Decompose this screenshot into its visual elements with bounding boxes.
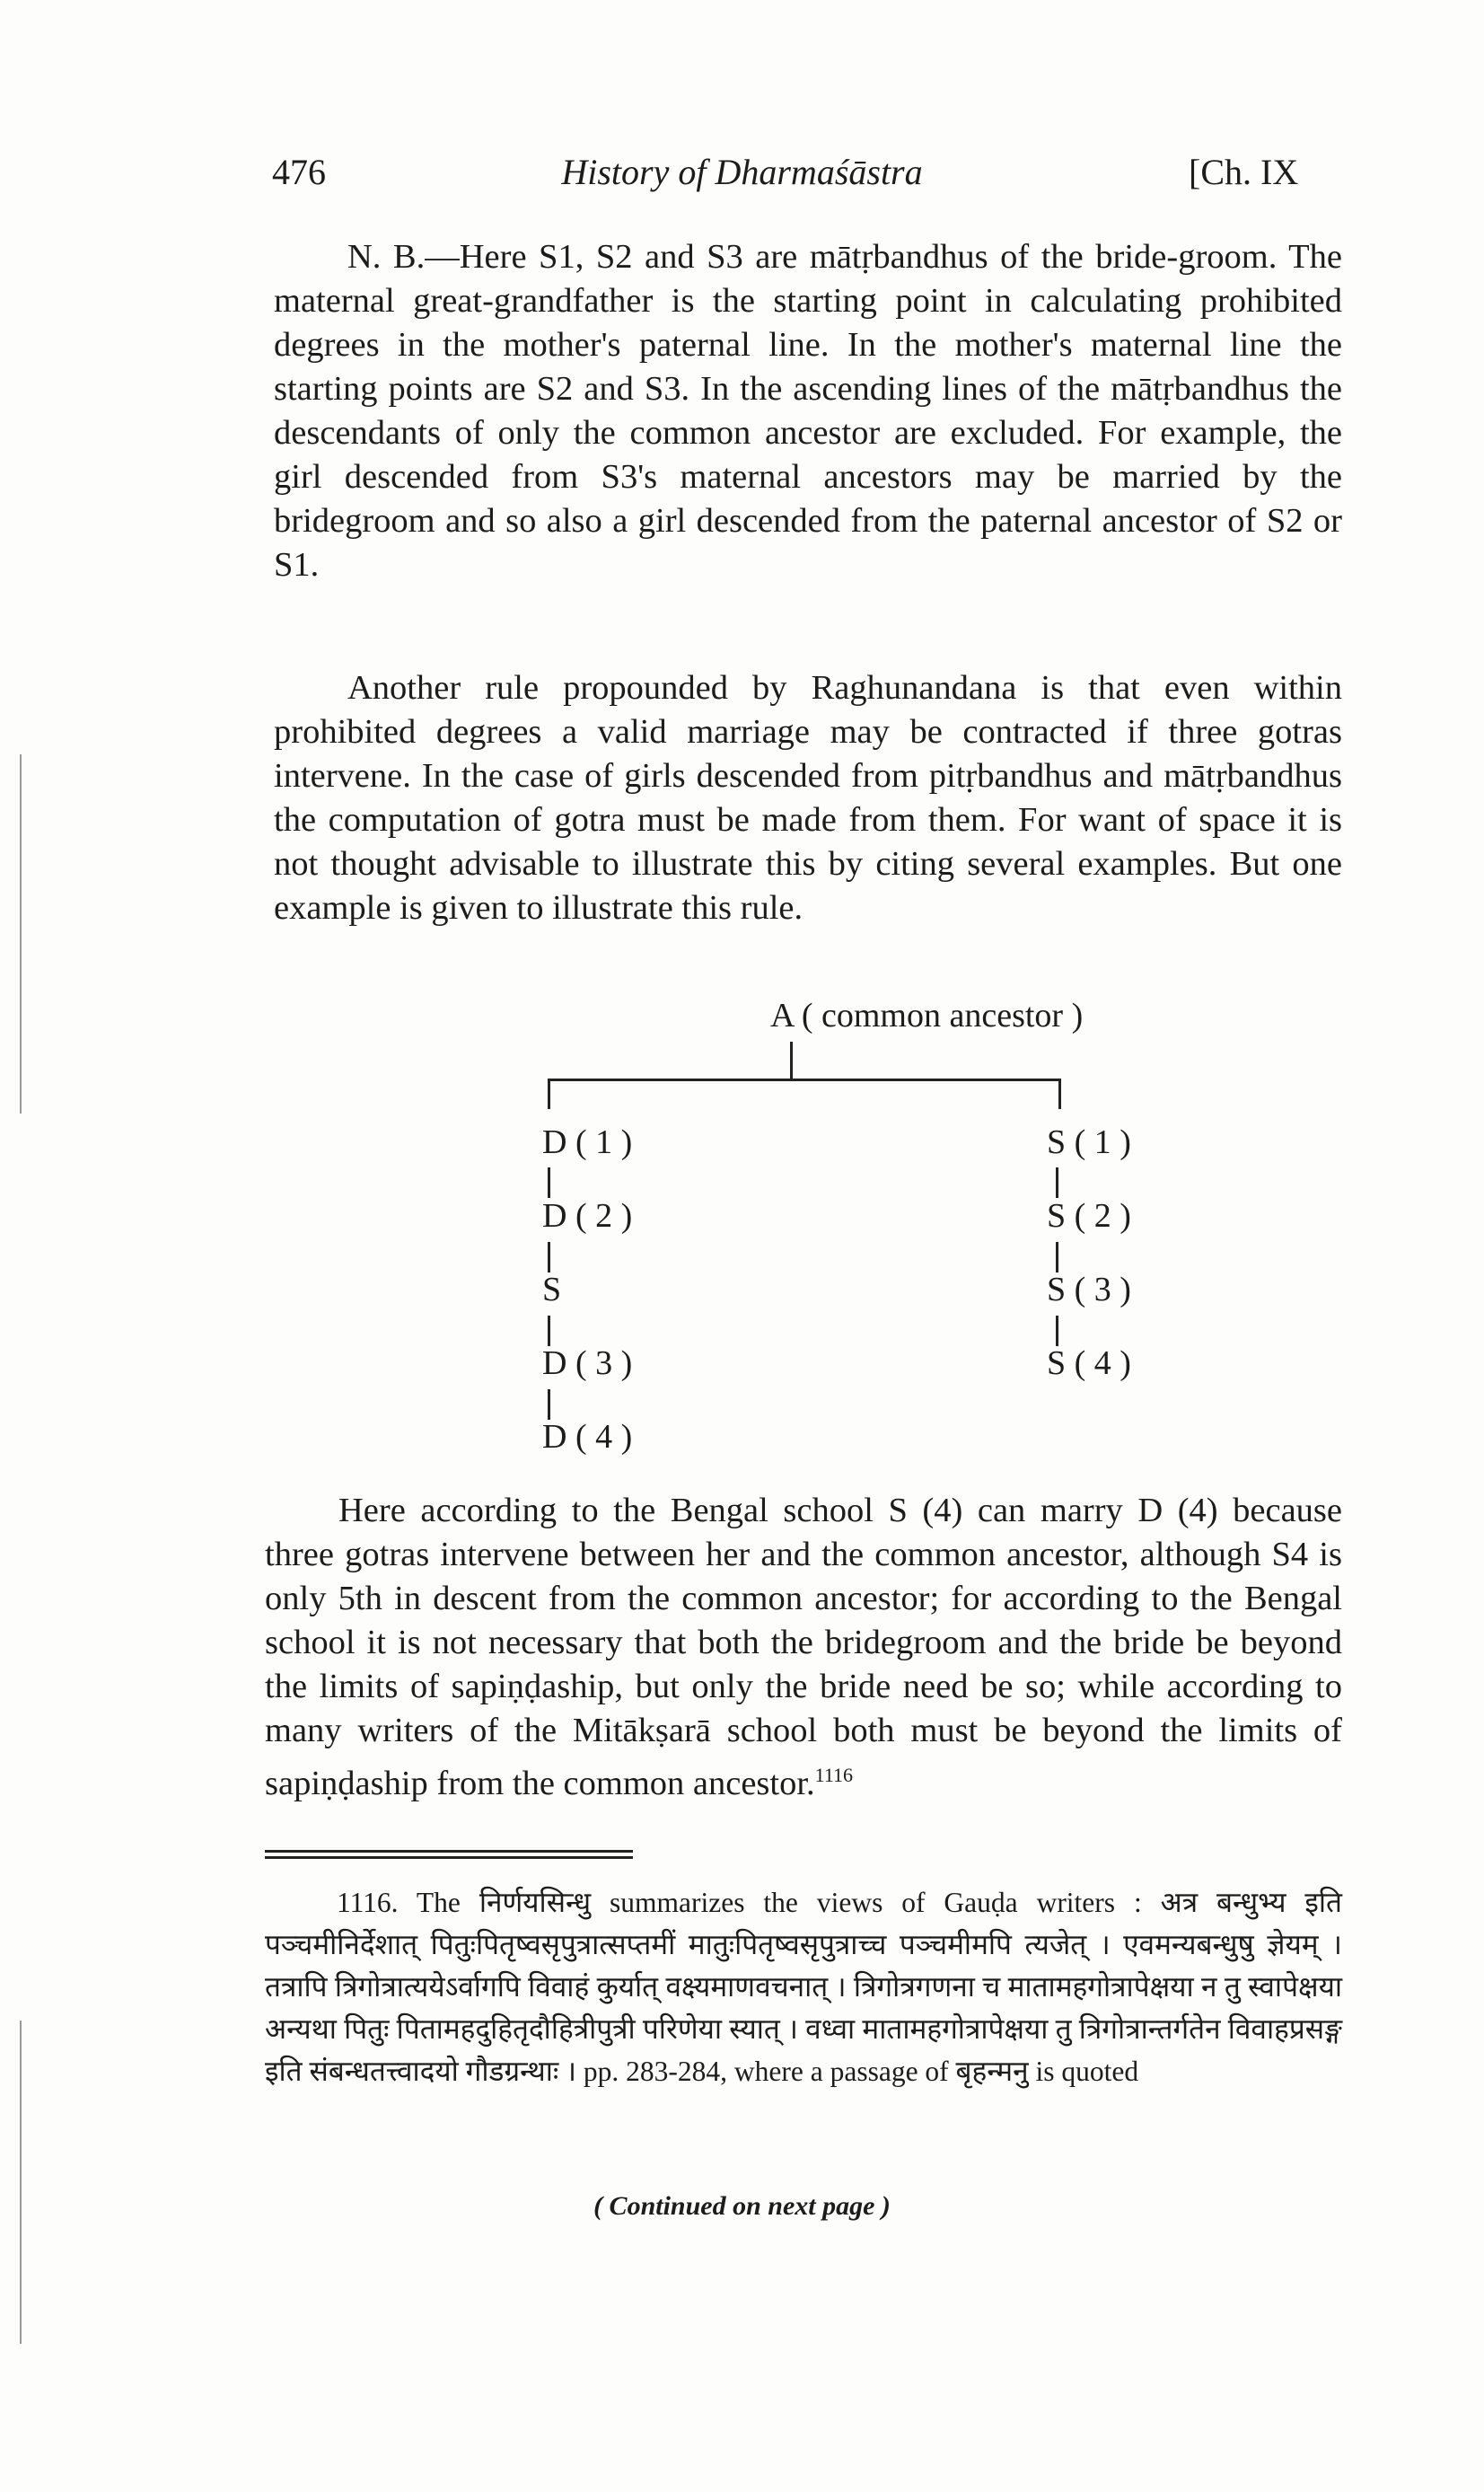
footnote-sanskrit-quote: अत्र बन्धुभ्य इति पञ्चमीनिर्देशात् पितुःपितृष्वसृपुत्रात्सप्तमीं मातुःपितृष्वसृपुत्राच्च पञ्चमीमपि त्यजेत् । एवमन्यबन्धुषु ज्ञेयम् । तत्रापि त्रिगोत्रात्ययेऽर्वागपि विवाहं कुर्यात् वक्ष्यमाणवचनात् । त्रिगोत्रगणना च मातामहगोत्रापेक्षया न तु स्वापेक्षया अन्यथा पितुः पितामहदुहितृदौहित्रीपुत्री परिणेया स्यात् । वध्वा मातामहगोत्रापेक्षया तु त्रिगोत्रान्तर्गतेन विवाहप्रसङ्ग इति संबन्धतत्त्वादयो गौडग्रन्थाः । [265,1887,1343,2087]
footnote-tail: is quoted [1035,2056,1139,2087]
footnote-reference: 1116 [814,1764,854,1786]
tree-node-s1: S ( 1 ) [1047,1123,1131,1161]
tree-right-drop [1058,1079,1061,1109]
tree-node-s2: S ( 2 ) [1047,1197,1131,1235]
paragraph-raghunandana: Another rule propounded by Raghunandana is that even within prohibited degrees a valid marriage may be contracted if three gotras intervene. In the case of girls descended from pitṛbandhus and mātṛbandhus the computation of gotra must be made from them. For want of space it is not thought advisable to illustrate this by citing several examples. But one example is given to illustrate this rule. [274,669,1342,927]
tree-branch-line [548,1079,1061,1081]
scan-margin-line [20,2021,22,2344]
tree-node-s4: S ( 4 ) [1047,1344,1131,1382]
tree-node-s: S [542,1271,562,1308]
footnote-text-before: The [416,1887,461,1918]
tree-node-d3: D ( 3 ) [542,1344,633,1382]
tree-node-s3: S ( 3 ) [1047,1271,1131,1308]
paragraph-nb: N. B.—Here S1, S2 and S3 are mātṛbandhus of the bride-groom. The maternal great-grandfather is the starting point in calculating prohibited degrees in the mother's paternal line. In the mother's maternal line the starting points are S2 and S3. In the ascending lines of the mātṛbandhus the descendants of only the common ancestor are excluded. For example, the girl descended from S3's maternal ancestors may be married by the bridegroom and so also a girl descended from the paternal ancestor of S2 or S1. [274,238,1342,584]
scan-margin-line [20,754,22,1114]
tree-connector [1056,1316,1058,1346]
footnote-divider [265,1856,633,1859]
tree-node-d1: D ( 1 ) [542,1123,633,1161]
footnote-number: 1116. [337,1887,399,1918]
tree-connector [1056,1167,1058,1198]
footnote-divider [265,1850,633,1853]
paragraph-bengal-school-text: Here according to the Bengal school S (4) can marry D (4) because three gotras intervene between her and the common ancestor, although S4 is only 5th in descent from the common ancestor; for according to the Bengal school it is not necessary that both the bridegroom and the bride be beyond the limits of sapiṇḍaship, but only the bride need be so; while according to many writers of the Mitākṣarā school both must be beyond the limits of sapiṇḍaship from the common ancestor. [265,1492,1342,1802]
tree-node-d4: D ( 4 ) [542,1418,633,1456]
tree-connector [1056,1242,1058,1272]
tree-connector [548,1316,550,1346]
tree-node-d2: D ( 2 ) [542,1197,633,1235]
footnote-pages: pp. 283-284, where a passage of [583,2056,949,2087]
tree-root-stem [790,1042,793,1079]
tree-left-drop [548,1079,550,1109]
chapter-label: [Ch. IX [1189,152,1299,192]
continued-note: ( Continued on next page ) [593,2191,891,2221]
tree-connector [548,1242,550,1272]
running-title: History of Dharmaśāstra [561,152,923,192]
paragraph-bengal-school [265,1489,1342,1806]
tree-root-label: A ( common ancestor ) [770,997,1084,1035]
page-number: 476 [272,152,326,192]
footnote-title-devanagari: निर्णयसिन्धु [479,1887,592,1918]
footnote-1116 [265,1881,1342,2092]
footnote-source-devanagari: बृहन्मनु [955,2056,1029,2087]
footnote-text-mid: summarizes the views of Gauḍa writers : [610,1887,1142,1918]
tree-connector [548,1389,550,1420]
tree-connector [548,1167,550,1198]
